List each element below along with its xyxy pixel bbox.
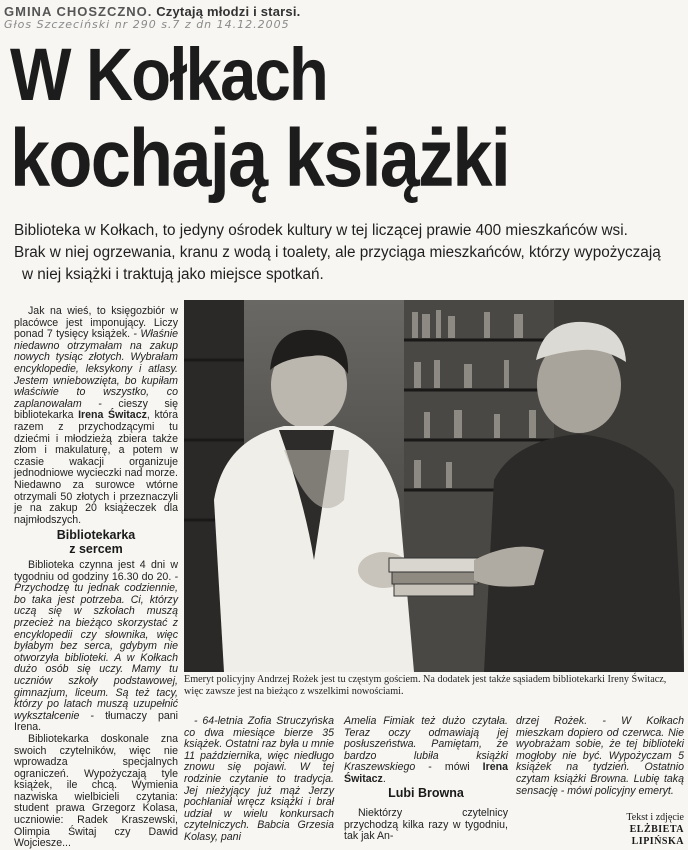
article-column-4 — [516, 716, 684, 797]
subheading-line: z sercem — [69, 542, 123, 556]
col3-paragraph-1 — [344, 716, 508, 786]
photo-caption: Emeryt policyjny Andrzej Rożek jest tu częstym gościem. Na dodatek jest także sąsiadem bibliotekarki Ireny Świtacz, więc zawsze jest na bieżąco z wszelkimi nowościami. — [184, 674, 667, 697]
quote-span: Amelia Fimiak też dużo czytała. Teraz oczy odmawiają jej posłuszeństwa. Pamiętam, że bardzo lubiła książki Kraszewskiego — [344, 715, 508, 774]
text-span: - cieszy się bibliotekarka — [14, 397, 178, 422]
text-span: - mówi — [415, 761, 483, 774]
text-span: - tłumaczy pani Irena. — [14, 709, 178, 734]
byline — [576, 812, 684, 848]
col2-paragraph: - 64-letnia Zofia Struczyńska co dwa miesiące bierze 35 książek. Ostatni raz była u mnie 11 października, więc niedługo znowu się pojawi. W tej rodzinie czytanie to tradycja. Jej nieżyjący już mąż Jerzy pochłaniał wręcz książki i brał udział w wielu konkursach czytelniczych. Babcia Grzesia Kolasy, pani — [184, 715, 334, 843]
subheading-line: Bibliotekarka — [56, 528, 136, 542]
byline-author: ELŻBIETA LIPIŃSKA — [629, 824, 684, 847]
lead-line-2: Brak w niej ogrzewania, kranu z wodą i toalety, ale przyciąga mieszkańców, którzy wypożyczają — [14, 244, 661, 261]
col1-paragraph-2 — [14, 560, 178, 734]
lead-line-1: Biblioteka w Kołkach, to jedyny ośrodek kultury w tej liczącej prawie 400 mieszkańców wsi. — [14, 222, 628, 239]
headline-line-2: kochają książki — [10, 113, 510, 204]
subheading-bibliotekarka — [14, 528, 178, 556]
kicker-text: Czytają młodzi i starsi. — [156, 4, 301, 19]
quote-span: - Przychodzę tu jednak codziennie, bo taka jest potrzeba. Ci, którzy uczą się w szkołach muszą przecież na bieżąco skorzystać z encyklopedii czy słownika, więc byłabym bez serca, gdybym nie otworzyła biblioteki. A w Kołkach dużo osób się uczy. Mamy tu uczniów szkoły podstawowej, gimnazjum, liceum. Są też tacy, którzy po latach muszą uzupełnić wykształcenie — [14, 570, 178, 722]
photo-librarian-and-reader — [184, 300, 684, 672]
text-span: . — [382, 772, 386, 785]
article-column-1 — [14, 306, 178, 526]
person-name: Irena Świtacz — [78, 409, 147, 422]
text-span: Jak na wieś, to księgozbiór w placówce jest imponujący. Liczy ponad 7 tysięcy książek. — [14, 305, 178, 341]
col3-paragraph-2: Niektórzy czytelnicy przychodzą kilka razy w tygodniu, tak jak An- — [344, 807, 508, 843]
handwritten-source-note: Głos Szczeciński nr 290 s.7 z dn 14.12.2005 — [4, 18, 290, 31]
photo-illustration — [184, 300, 684, 672]
col4-paragraph: drzej Rożek. - W Kołkach mieszkam dopiero od czerwca. Nie wyobrażam sobie, że tej biblioteki mogłoby nie być. Wypożyczam 5 książek na tydzień. Ostatnio czytam książki Browna. Lubię taką sensację - mówi policyjny emeryt. — [516, 715, 684, 797]
text-span: , która razem z przychodzącymi tu dziećmi i młodzieżą zbiera także złom i makulaturę, a potem w czasie wakacji organizuje jednodniowe wycieczki nad morze. Niedawno za surowce wtórne otrzymali 50 złotych i przeznaczyli je na zakup 20 książeczek dla najmłodszych. — [14, 409, 178, 526]
article-column-1-continued — [14, 560, 178, 850]
region-label: GMINA CHOSZCZNO. — [4, 4, 153, 19]
subheading-lubi-browna: Lubi Browna — [388, 786, 464, 800]
lead-line-3: w niej książki i traktują jako miejsce spotkań. — [22, 266, 324, 283]
quote-span: - Właśnie niedawno otrzymałam na zakup nowych tysiąc złotych. Wybrałam encyklopedie, leksykony i atlasy. Jestem wniebowzięta, bo kupiłam właściwie to wszystko, co zaplanowałam — [14, 328, 179, 410]
kicker — [4, 4, 300, 19]
article-column-3 — [344, 716, 508, 786]
headline-line-1: W Kołkach — [10, 33, 328, 116]
article-column-2 — [184, 716, 334, 844]
col1-paragraph-1 — [14, 306, 178, 526]
lead-paragraph — [14, 220, 678, 286]
person-name: Irena Świtacz — [344, 761, 508, 785]
byline-label: Tekst i zdjęcie — [626, 812, 684, 823]
col1-paragraph-3: Bibliotekarka doskonale zna swoich czytelników, więc nie wprowadza specjalnych ograniczeń. Wypożyczają tyle książek, ile chcą. Wymienia nazwiska wielbicieli czytania: student prawa Grzegorz Kolasa, uczniowie: Radek Kraszewski, Olimpia Świtaj czy Dawid Wojciesze... — [14, 732, 178, 850]
text-span: Biblioteka czynna jest 4 dni w tygodniu od godziny 16.30 do 20. — [14, 559, 178, 583]
